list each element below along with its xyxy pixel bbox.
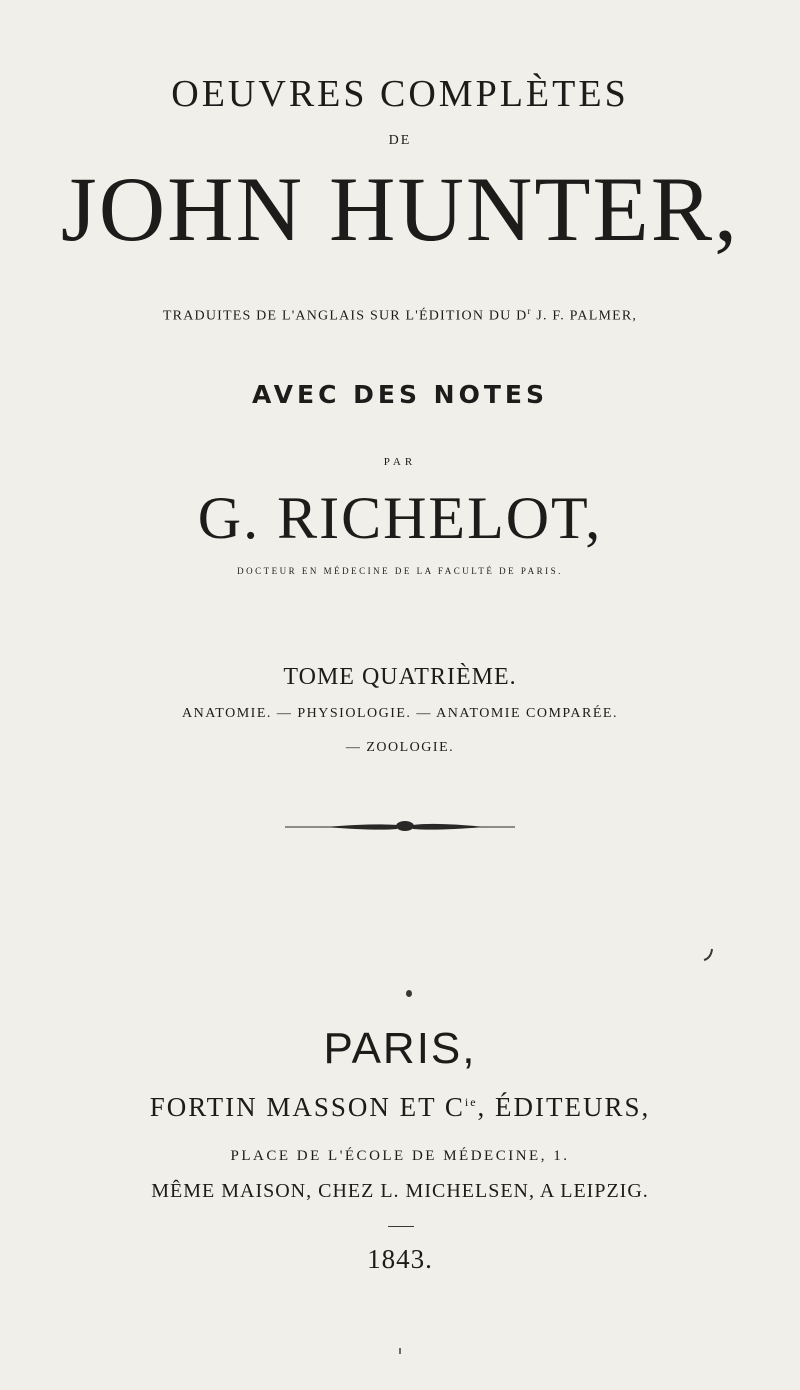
ink-dot [406, 990, 412, 997]
margin-mark [702, 948, 714, 962]
translation-text: TRADUITES DE L'ANGLAIS SUR L'ÉDITION DU D [162, 308, 528, 324]
subjects-line-1: ANATOMIE. — PHYSIOLOGIE. — ANATOMIE COMPARÉE. [182, 706, 618, 721]
short-rule [388, 1226, 414, 1227]
translation-superscript: r [527, 306, 532, 316]
publisher-role: , ÉDITEURS, [477, 1092, 651, 1122]
series-title: OEUVRES COMPLÈTES [171, 73, 629, 115]
par-label: PAR [383, 456, 417, 468]
preposition-de: DE [388, 133, 412, 148]
translation-text-end: J. F. PALMER, [531, 308, 638, 324]
editor-credentials: DOCTEUR EN MÉDECINE DE LA FACULTÉ DE PARIS. [237, 566, 563, 576]
editor-name: G. RICHELOT, [197, 485, 603, 551]
author-name: JOHN HUNTER, [60, 158, 740, 260]
ornament-divider [285, 818, 515, 834]
publisher-name: FORTIN MASSON ET C [149, 1092, 465, 1122]
publication-city: PARIS, [323, 1024, 477, 1073]
translation-note [0, 306, 800, 325]
paper-fleck [399, 1348, 401, 1354]
publisher-superscript: ie [464, 1095, 478, 1109]
publisher-address: PLACE DE L'ÉCOLE DE MÉDECINE, 1. [230, 1148, 570, 1164]
with-notes-heading: AVEC DES NOTES [252, 380, 548, 409]
volume-title: TOME QUATRIÈME. [283, 664, 517, 690]
publisher [0, 1092, 800, 1123]
publication-year: 1843. [367, 1244, 433, 1274]
subjects-line-2: — ZOOLOGIE. [345, 740, 455, 755]
second-publisher: MÊME MAISON, CHEZ L. MICHELSEN, A LEIPZIG. [151, 1180, 649, 1202]
